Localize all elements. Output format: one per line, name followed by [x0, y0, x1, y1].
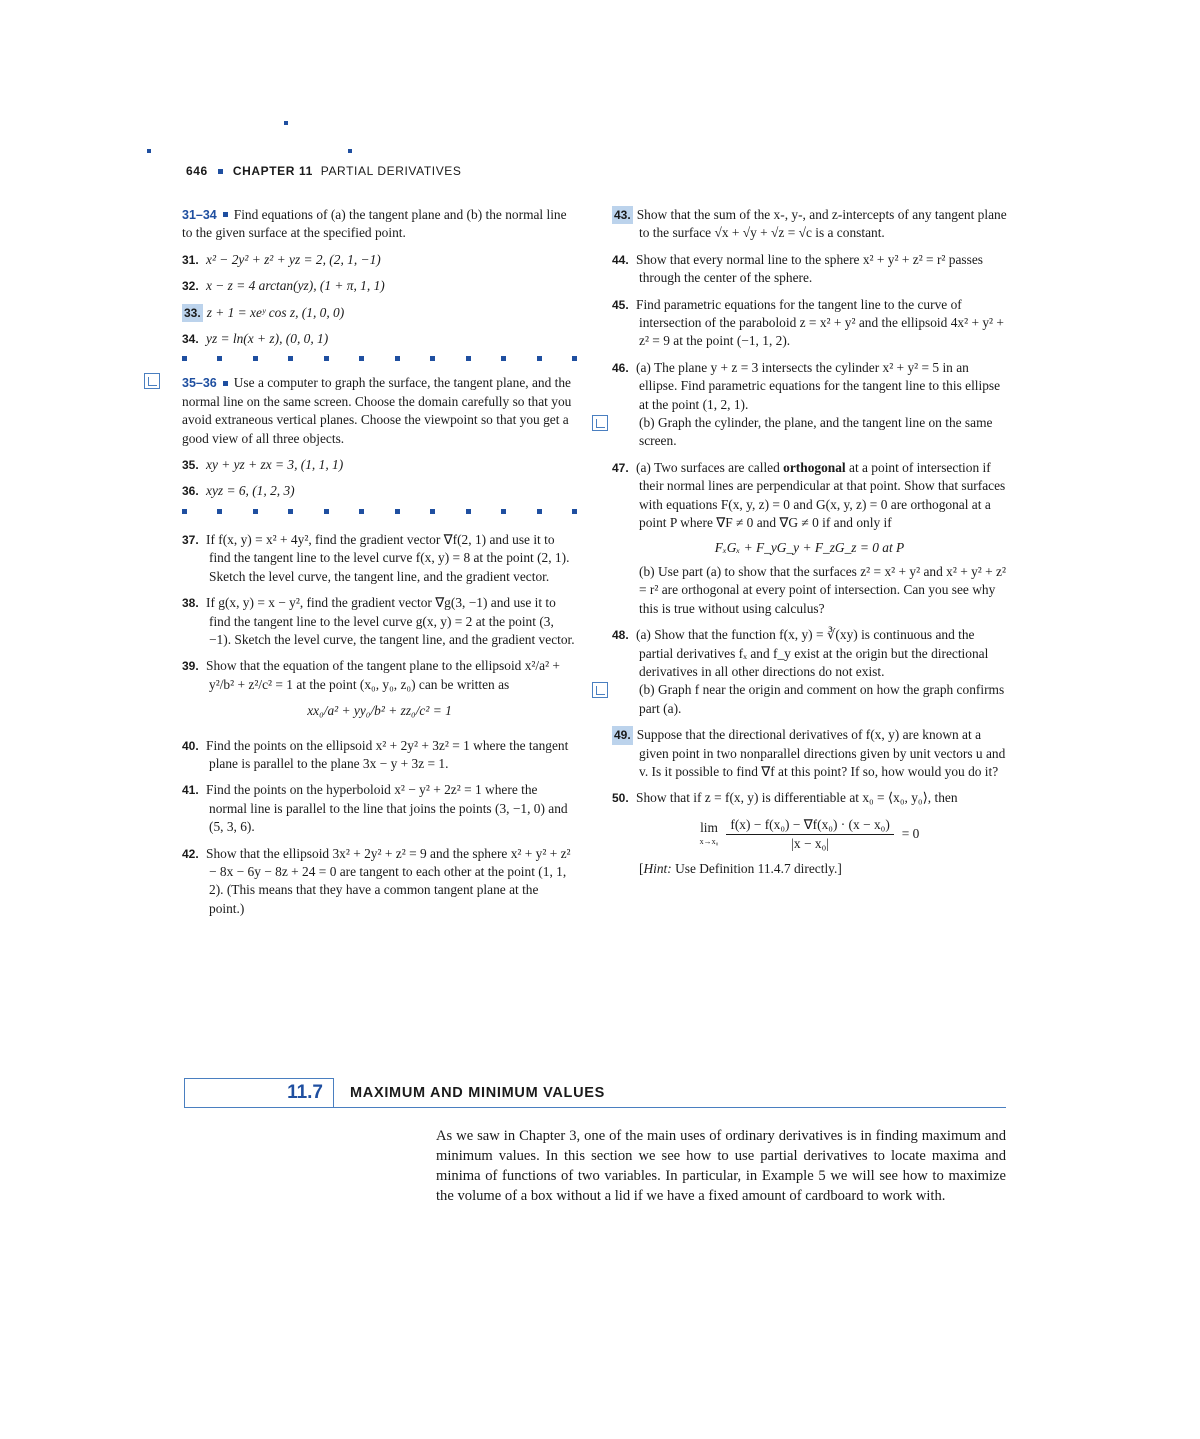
exercise-number: 31. — [182, 252, 199, 267]
exercise-34 — [182, 330, 577, 348]
exercise-text: If f(x, y) = x² + 4y², find the gradient vector ∇f(2, 1) and use it to find the tangent line to the level curve f(x, y) = 8 at the point (2, 1). Sketch the level curve, the tangent line, and the gradient vector. — [206, 531, 570, 584]
section-number-box — [184, 1078, 334, 1108]
chapter-label: CHAPTER 11 — [232, 164, 313, 178]
exercise-text: x − z = 4 arctan(yz), (1 + π, 1, 1) — [206, 278, 385, 294]
exercise-number: 34. — [182, 332, 199, 347]
exercise-text: Show that the equation of the tangent plane to the ellipsoid x²/a² + y²/b² + z²/c² = 1 at the point (x₀, y₀, z₀) can be written as — [206, 658, 560, 692]
exercise-text: If g(x, y) = x − y², find the gradient vector ∇g(3, −1) and use it to find the tangent line to the level curve g(x, y) = 2 at the point (3, −1). Sketch the level curve, the tangent line, and the gradient vector. — [206, 595, 575, 647]
exercise-text: z + 1 = xeʸ cos z, (1, 0, 0) — [206, 304, 345, 320]
exercise-text: Show that the sum of the x-, y-, and z-intercepts of any tangent plane to the surface √x + √y + √z = √c is a constant. — [636, 207, 1007, 241]
exercise-text: Show that every normal line to the sphere x² + y² + z² = r² passes through the center of the sphere. — [636, 251, 983, 286]
section-title: MAXIMUM AND MINIMUM VALUES — [350, 1085, 606, 1101]
group-instructions: Find equations of (a) the tangent plane and (b) the normal line to the given surface at the specified point. — [182, 207, 567, 241]
exercise-part-b: (b) Use part (a) to show that the surfaces z² = x² + y² and x² + y² + z² = r² are orthogonal at every point of intersection. Can you see why this is true without using calculus? — [639, 563, 1007, 616]
section-number: 11.7 — [287, 1082, 323, 1103]
exercise-text: x² − 2y² + z² + yz = 2, (2, 1, −1) — [206, 251, 381, 267]
exercise-number: 32. — [182, 279, 199, 294]
exercise-text: yz = ln(x + z), (0, 0, 1) — [206, 331, 329, 347]
exercise-number-highlighted: 33. — [182, 304, 203, 322]
decorative-dot — [284, 121, 288, 125]
fraction-denominator: |x − x₀| — [791, 836, 829, 852]
exercise-31 — [182, 251, 577, 269]
display-equation: FₓGₓ + F_yG_y + F_zG_z = 0 at P — [714, 539, 905, 555]
group-bullet — [223, 212, 228, 217]
exercise-number: 47. — [612, 460, 629, 475]
exercise-42 — [182, 845, 577, 919]
group-instructions: Use a computer to graph the surface, the tangent plane, and the normal line on the same screen. Choose the domain carefully so that you avoid extraneous vertical planes. Choose the viewpoint so that you get a good view of all three objects. — [182, 375, 572, 446]
section-separator — [182, 356, 577, 364]
exercise-text: Show that the ellipsoid 3x² + 2y² + z² = 9 and the sphere x² + y² + z² − 8x − 6y − 8z + 24 = 0 are tangent to each other at the point (1, 1, 2). (This means that they have a common tangent plane at the point.) — [206, 845, 571, 916]
exercise-50: 50. Show that if z = f(x, y) is differentiable at x₀ = ⟨x₀, y₀⟩, then lim x→x₀ $\frac{\text{f(x) − f(x₀) − ∇f(x₀) · (x − x₀)}}{\text{|x − x₀|}}$ = 0 [Hint: Use Definition 11.4.7 directly.] — [612, 789, 1007, 878]
limit-operator: lim — [700, 819, 718, 835]
exercise-number: 46. — [612, 360, 629, 375]
exercise-32 — [182, 277, 577, 295]
exercise-range: 35–36 — [182, 376, 217, 391]
exercise-number: 42. — [182, 846, 199, 861]
exercise-number: 50. — [612, 791, 629, 806]
exercise-part-a-post: at a point of intersection if their normal lines are perpendicular at that point. Show that surfaces with equations F(x, y, z) = 0 and G(x, y, z) = 0 are orthogonal at a point P where ∇F ≠ 0 and ∇G ≠ 0 if and only if — [639, 459, 1006, 531]
exercise-number: 44. — [612, 252, 629, 267]
chapter-title: PARTIAL DERIVATIVES — [320, 164, 462, 178]
exercise-number: 40. — [182, 738, 199, 753]
exercise-47 — [612, 459, 1007, 618]
exercise-part-a: (a) Show that the function f(x, y) = ∛(xy) is continuous and the partial derivatives fₓ and f_y exist at the origin but the directional derivatives in all other directions do not exist. — [636, 627, 989, 679]
exercise-number: 37. — [182, 532, 199, 547]
exercise-49 — [612, 726, 1007, 781]
exercise-41 — [182, 781, 577, 836]
exercise-45 — [612, 296, 1007, 351]
exercise-33 — [182, 304, 577, 322]
exercise-text: Find the points on the hyperboloid x² − y² + 2z² = 1 where the normal line is parallel to the line that joins the points (3, −1, 0) and (5, 3, 6). — [206, 782, 568, 835]
exercise-part-a-pre: (a) Two surfaces are called — [636, 459, 784, 475]
section-separator — [182, 509, 577, 517]
exercise-number: 36. — [182, 484, 199, 499]
exercise-46 — [612, 359, 1007, 451]
section-rule — [334, 1107, 1006, 1108]
exercise-part-a: (a) The plane y + z = 3 intersects the cylinder x² + y² = 5 in an ellipse. Find parametric equations for the tangent line to this ellipse at the point (1, 2, 1). — [636, 359, 1001, 412]
decorative-dot — [348, 149, 352, 153]
limit-rhs: = 0 — [901, 826, 920, 842]
exercise-number-highlighted: 49. — [612, 726, 633, 744]
exercise-40 — [182, 737, 577, 774]
section-heading — [184, 1078, 1006, 1108]
exercise-text: Suppose that the directional derivatives of f(x, y) are known at a given point in two nonparallel directions given by unit vectors u and v. Is it possible to find ∇f at this point? If so, how would you do it? — [636, 727, 1006, 779]
exercise-number: 45. — [612, 297, 629, 312]
page-number: 646 — [186, 164, 208, 178]
display-equation — [182, 702, 577, 720]
section-intro-paragraph: As we saw in Chapter 3, one of the main uses of ordinary derivatives is in finding maximum and minimum values. In this section we see how to use partial derivatives to locate maxima and minima of functions of two variables. In particular, in Example 5 we will see how to maximize the volume of a box without a lid if we have a fixed amount of cardboard to work with. — [436, 1128, 1006, 1204]
exercise-37 — [182, 531, 577, 586]
exercise-range: 31–34 — [182, 208, 217, 222]
exercise-part-b: (b) Graph the cylinder, the plane, and the tangent line on the same screen. — [639, 415, 993, 449]
hint-label: Hint: — [643, 860, 672, 876]
exercise-44 — [612, 251, 1007, 288]
exercise-group-header — [182, 206, 577, 243]
exercise-number: 38. — [182, 596, 199, 611]
limit-subscript: x→x₀ — [699, 836, 719, 846]
term-orthogonal: orthogonal — [783, 459, 846, 475]
graphing-calculator-icon — [144, 373, 160, 389]
running-header — [186, 164, 462, 178]
equation-text: xx₀/a² + yy₀/b² + zz₀/c² = 1 — [307, 703, 452, 719]
decorative-dot — [147, 149, 151, 153]
exercise-48 — [612, 626, 1007, 718]
exercise-number: 41. — [182, 783, 199, 798]
exercise-number: 48. — [612, 628, 629, 643]
exercise-text: Find the points on the ellipsoid x² + 2y² + 3z² = 1 where the tangent plane is parallel to the plane 3x − y + 3z = 1. — [206, 737, 569, 771]
exercise-number: 39. — [182, 659, 199, 674]
graphing-calculator-icon — [592, 415, 608, 431]
exercise-text: Find parametric equations for the tangent line to the curve of intersection of the paraboloid z = x² + y² and the ellipsoid 4x² + y² + z² = 9 at the point (−1, 1, 2). — [636, 296, 1004, 349]
exercise-35 — [182, 456, 577, 474]
graphing-calculator-icon — [592, 682, 608, 698]
exercise-number-highlighted: 43. — [612, 206, 633, 224]
exercise-43 — [612, 206, 1007, 243]
exercise-text: xyz = 6, (1, 2, 3) — [206, 483, 295, 499]
exercise-39 — [182, 657, 577, 694]
exercise-number: 35. — [182, 458, 199, 473]
hint-text: Use Definition 11.4.7 directly. — [675, 860, 838, 876]
fraction-numerator: f(x) − f(x₀) − ∇f(x₀) · (x − x₀) — [726, 816, 893, 835]
header-bullet — [218, 169, 223, 174]
left-column — [182, 206, 577, 926]
group-bullet — [223, 381, 228, 386]
exercise-36 — [182, 482, 577, 500]
exercise-group-header — [182, 374, 577, 448]
exercise-text: Show that if z = f(x, y) is differentiable at x₀ = ⟨x₀, y₀⟩, then — [636, 790, 958, 806]
limit-equation — [612, 816, 1007, 854]
exercise-38 — [182, 594, 577, 649]
exercise-part-b: (b) Graph f near the origin and comment on how the graph confirms part (a). — [639, 682, 1005, 716]
exercise-text: xy + yz + zx = 3, (1, 1, 1) — [206, 457, 344, 473]
right-column — [612, 206, 1007, 886]
